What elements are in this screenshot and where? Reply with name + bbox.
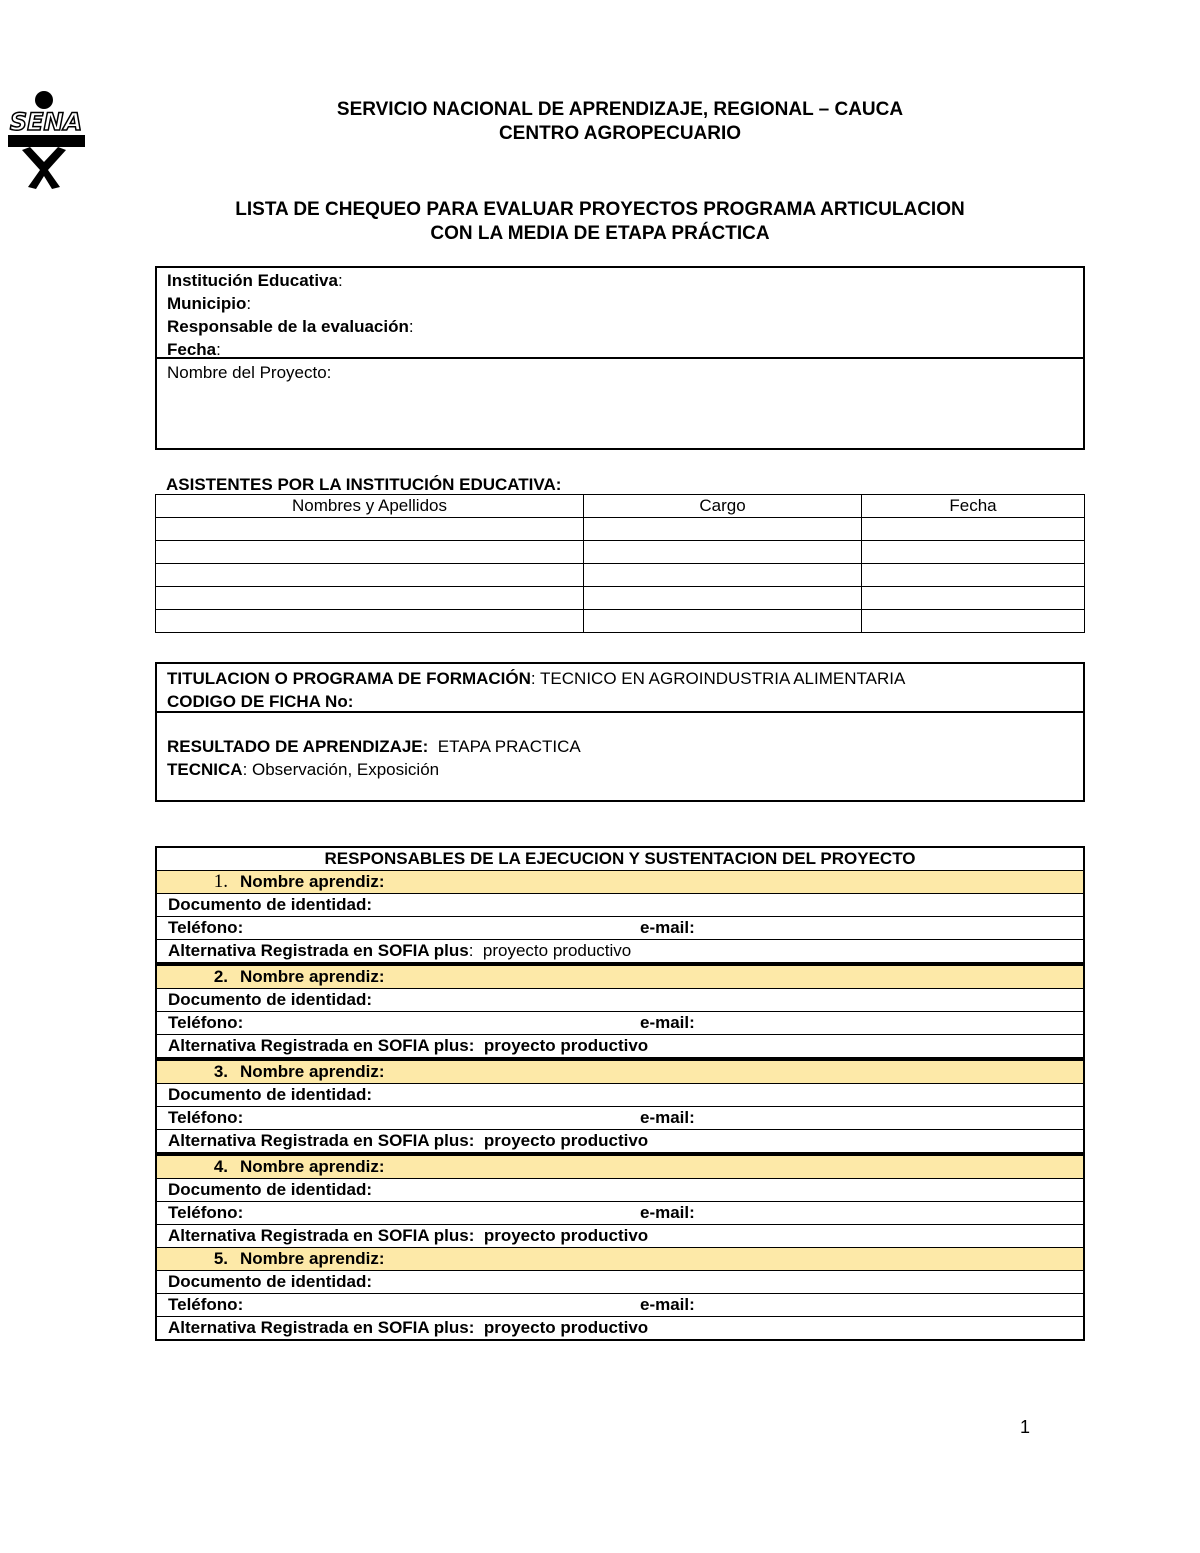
- alternativa-label: Alternativa Registrada en SOFIA plus: [168, 941, 469, 960]
- colon: :: [216, 340, 221, 359]
- page-number: 1: [1020, 1417, 1031, 1437]
- alternativa-row: Alternativa Registrada en SOFIA plus: proyecto productivo: [156, 940, 1084, 965]
- table-row: [156, 541, 1085, 564]
- alternativa-value: proyecto productivo: [483, 1036, 649, 1055]
- table-cell[interactable]: [584, 541, 862, 564]
- table-cell[interactable]: [862, 587, 1085, 610]
- responsables-title: RESPONSABLES DE LA EJECUCION Y SUSTENTACION DEL PROYECTO: [156, 847, 1084, 871]
- student-number: 4.: [213, 1157, 228, 1176]
- table-cell[interactable]: [584, 610, 862, 633]
- tecnica-line: [167, 758, 439, 781]
- documento-label: Documento de identidad:: [156, 1271, 1084, 1294]
- resultado-line: [167, 735, 581, 758]
- telefono-row: [156, 917, 1084, 940]
- email-label: e-mail:: [640, 1013, 695, 1032]
- municipio-label: Municipio: [167, 294, 247, 313]
- table-cell[interactable]: [584, 518, 862, 541]
- colon: :: [408, 317, 414, 336]
- nombre-aprendiz-row: [156, 1248, 1084, 1271]
- documento-label: Documento de identidad:: [156, 989, 1084, 1012]
- nombre-aprendiz-label: Nombre aprendiz:: [240, 872, 385, 891]
- table-row: [156, 518, 1085, 541]
- titulacion-box: [155, 662, 1085, 802]
- nombre-aprendiz-row: [156, 1154, 1084, 1179]
- document-title-line2: CON LA MEDIA DE ETAPA PRÁCTICA: [430, 223, 770, 244]
- alternativa-value: proyecto productivo: [483, 1131, 649, 1150]
- responsables-table: [155, 846, 1085, 1341]
- titulacion-value: : TECNICO EN AGROINDUSTRIA ALIMENTARIA: [530, 669, 906, 688]
- telefono-row: [156, 1202, 1084, 1225]
- documento-label: Documento de identidad:: [156, 1084, 1084, 1107]
- nombre-aprendiz-label: Nombre aprendiz:: [240, 1249, 385, 1268]
- table-cell[interactable]: [584, 564, 862, 587]
- resultado-label: RESULTADO DE APRENDIZAJE:: [167, 737, 429, 756]
- tecnica-value: : Observación, Exposición: [242, 760, 440, 779]
- student-number: 1.: [213, 871, 228, 892]
- alternativa-value: proyecto productivo: [482, 941, 632, 960]
- telefono-label: Teléfono:: [168, 1013, 244, 1032]
- divider: [157, 711, 1083, 713]
- table-cell[interactable]: [862, 518, 1085, 541]
- document-title-line1: LISTA DE CHEQUEO PARA EVALUAR PROYECTOS PROGRAMA ARTICULACION: [235, 199, 965, 220]
- documento-label: Documento de identidad:: [156, 1179, 1084, 1202]
- divider: [157, 357, 1083, 359]
- table-cell[interactable]: [156, 564, 584, 587]
- codigo-ficha-label: CODIGO DE FICHA No:: [167, 692, 354, 711]
- tecnica-label: TECNICA: [167, 760, 243, 779]
- telefono-row: [156, 1107, 1084, 1130]
- table-cell[interactable]: [156, 518, 584, 541]
- telefono-label: Teléfono:: [168, 918, 244, 937]
- alternativa-label: Alternativa Registrada en SOFIA plus: [168, 1131, 469, 1150]
- nombre-aprendiz-label: Nombre aprendiz:: [240, 1157, 385, 1176]
- alternativa-row: Alternativa Registrada en SOFIA plus: proyecto productivo: [156, 1130, 1084, 1155]
- institucion-label: Institución Educativa: [167, 271, 338, 290]
- table-cell[interactable]: [862, 564, 1085, 587]
- titulacion-label: TITULACION O PROGRAMA DE FORMACIÓN: [167, 669, 531, 688]
- telefono-row: [156, 1012, 1084, 1035]
- email-label: e-mail:: [640, 1203, 695, 1222]
- alternativa-label: Alternativa Registrada en SOFIA plus: [168, 1226, 469, 1245]
- sena-logo: [0, 90, 95, 190]
- table-cell[interactable]: [862, 610, 1085, 633]
- responsable-label: Responsable de la evaluación: [167, 317, 409, 336]
- fecha-label: Fecha: [167, 340, 217, 359]
- telefono-label: Teléfono:: [168, 1295, 244, 1314]
- email-label: e-mail:: [640, 1295, 695, 1314]
- alternativa-row: Alternativa Registrada en SOFIA plus: proyecto productivo: [156, 1317, 1084, 1341]
- table-cell[interactable]: [156, 587, 584, 610]
- colon: :: [246, 294, 252, 313]
- column-header: Nombres y Apellidos: [156, 495, 584, 518]
- table-row: [156, 610, 1085, 633]
- alternativa-label: Alternativa Registrada en SOFIA plus: [168, 1318, 469, 1337]
- student-number: 2.: [213, 967, 228, 986]
- nombre-aprendiz-label: Nombre aprendiz:: [240, 1062, 385, 1081]
- table-cell[interactable]: [156, 541, 584, 564]
- table-row: [156, 564, 1085, 587]
- student-number: 3.: [213, 1062, 228, 1081]
- svg-text:SENA: SENA: [9, 108, 83, 136]
- alternativa-value: proyecto productivo: [483, 1226, 649, 1245]
- column-header: Cargo: [584, 495, 862, 518]
- email-label: e-mail:: [640, 918, 695, 937]
- asistentes-table: [155, 494, 1085, 633]
- nombre-aprendiz-row: [156, 871, 1084, 894]
- info-box: [155, 266, 1085, 450]
- nombre-aprendiz-label: Nombre aprendiz:: [240, 967, 385, 986]
- alternativa-value: proyecto productivo: [483, 1318, 649, 1337]
- info-fields: [167, 269, 414, 361]
- alternativa-row: Alternativa Registrada en SOFIA plus: proyecto productivo: [156, 1225, 1084, 1248]
- titulacion-line: [167, 667, 905, 690]
- table-cell[interactable]: [862, 541, 1085, 564]
- alternativa-row: Alternativa Registrada en SOFIA plus: proyecto productivo: [156, 1035, 1084, 1060]
- nombre-proyecto-label: Nombre del Proyecto:: [167, 363, 332, 382]
- telefono-label: Teléfono:: [168, 1108, 244, 1127]
- table-cell[interactable]: [156, 610, 584, 633]
- colon: :: [337, 271, 343, 290]
- student-number: 5.: [213, 1249, 228, 1268]
- email-label: e-mail:: [640, 1108, 695, 1127]
- documento-label: Documento de identidad:: [156, 894, 1084, 917]
- telefono-row: [156, 1294, 1084, 1317]
- column-header: Fecha: [862, 495, 1085, 518]
- nombre-aprendiz-row: [156, 1059, 1084, 1084]
- table-cell[interactable]: [584, 587, 862, 610]
- telefono-label: Teléfono:: [168, 1203, 244, 1222]
- alternativa-label: Alternativa Registrada en SOFIA plus: [168, 1036, 469, 1055]
- nombre-aprendiz-row: [156, 964, 1084, 989]
- header-institution: SERVICIO NACIONAL DE APRENDIZAJE, REGIONAL – CAUCA: [336, 99, 904, 120]
- resultado-value: ETAPA PRACTICA: [437, 737, 581, 756]
- header-center: CENTRO AGROPECUARIO: [498, 123, 742, 144]
- asistentes-title: ASISTENTES POR LA INSTITUCIÓN EDUCATIVA:: [166, 475, 562, 494]
- table-row: [156, 587, 1085, 610]
